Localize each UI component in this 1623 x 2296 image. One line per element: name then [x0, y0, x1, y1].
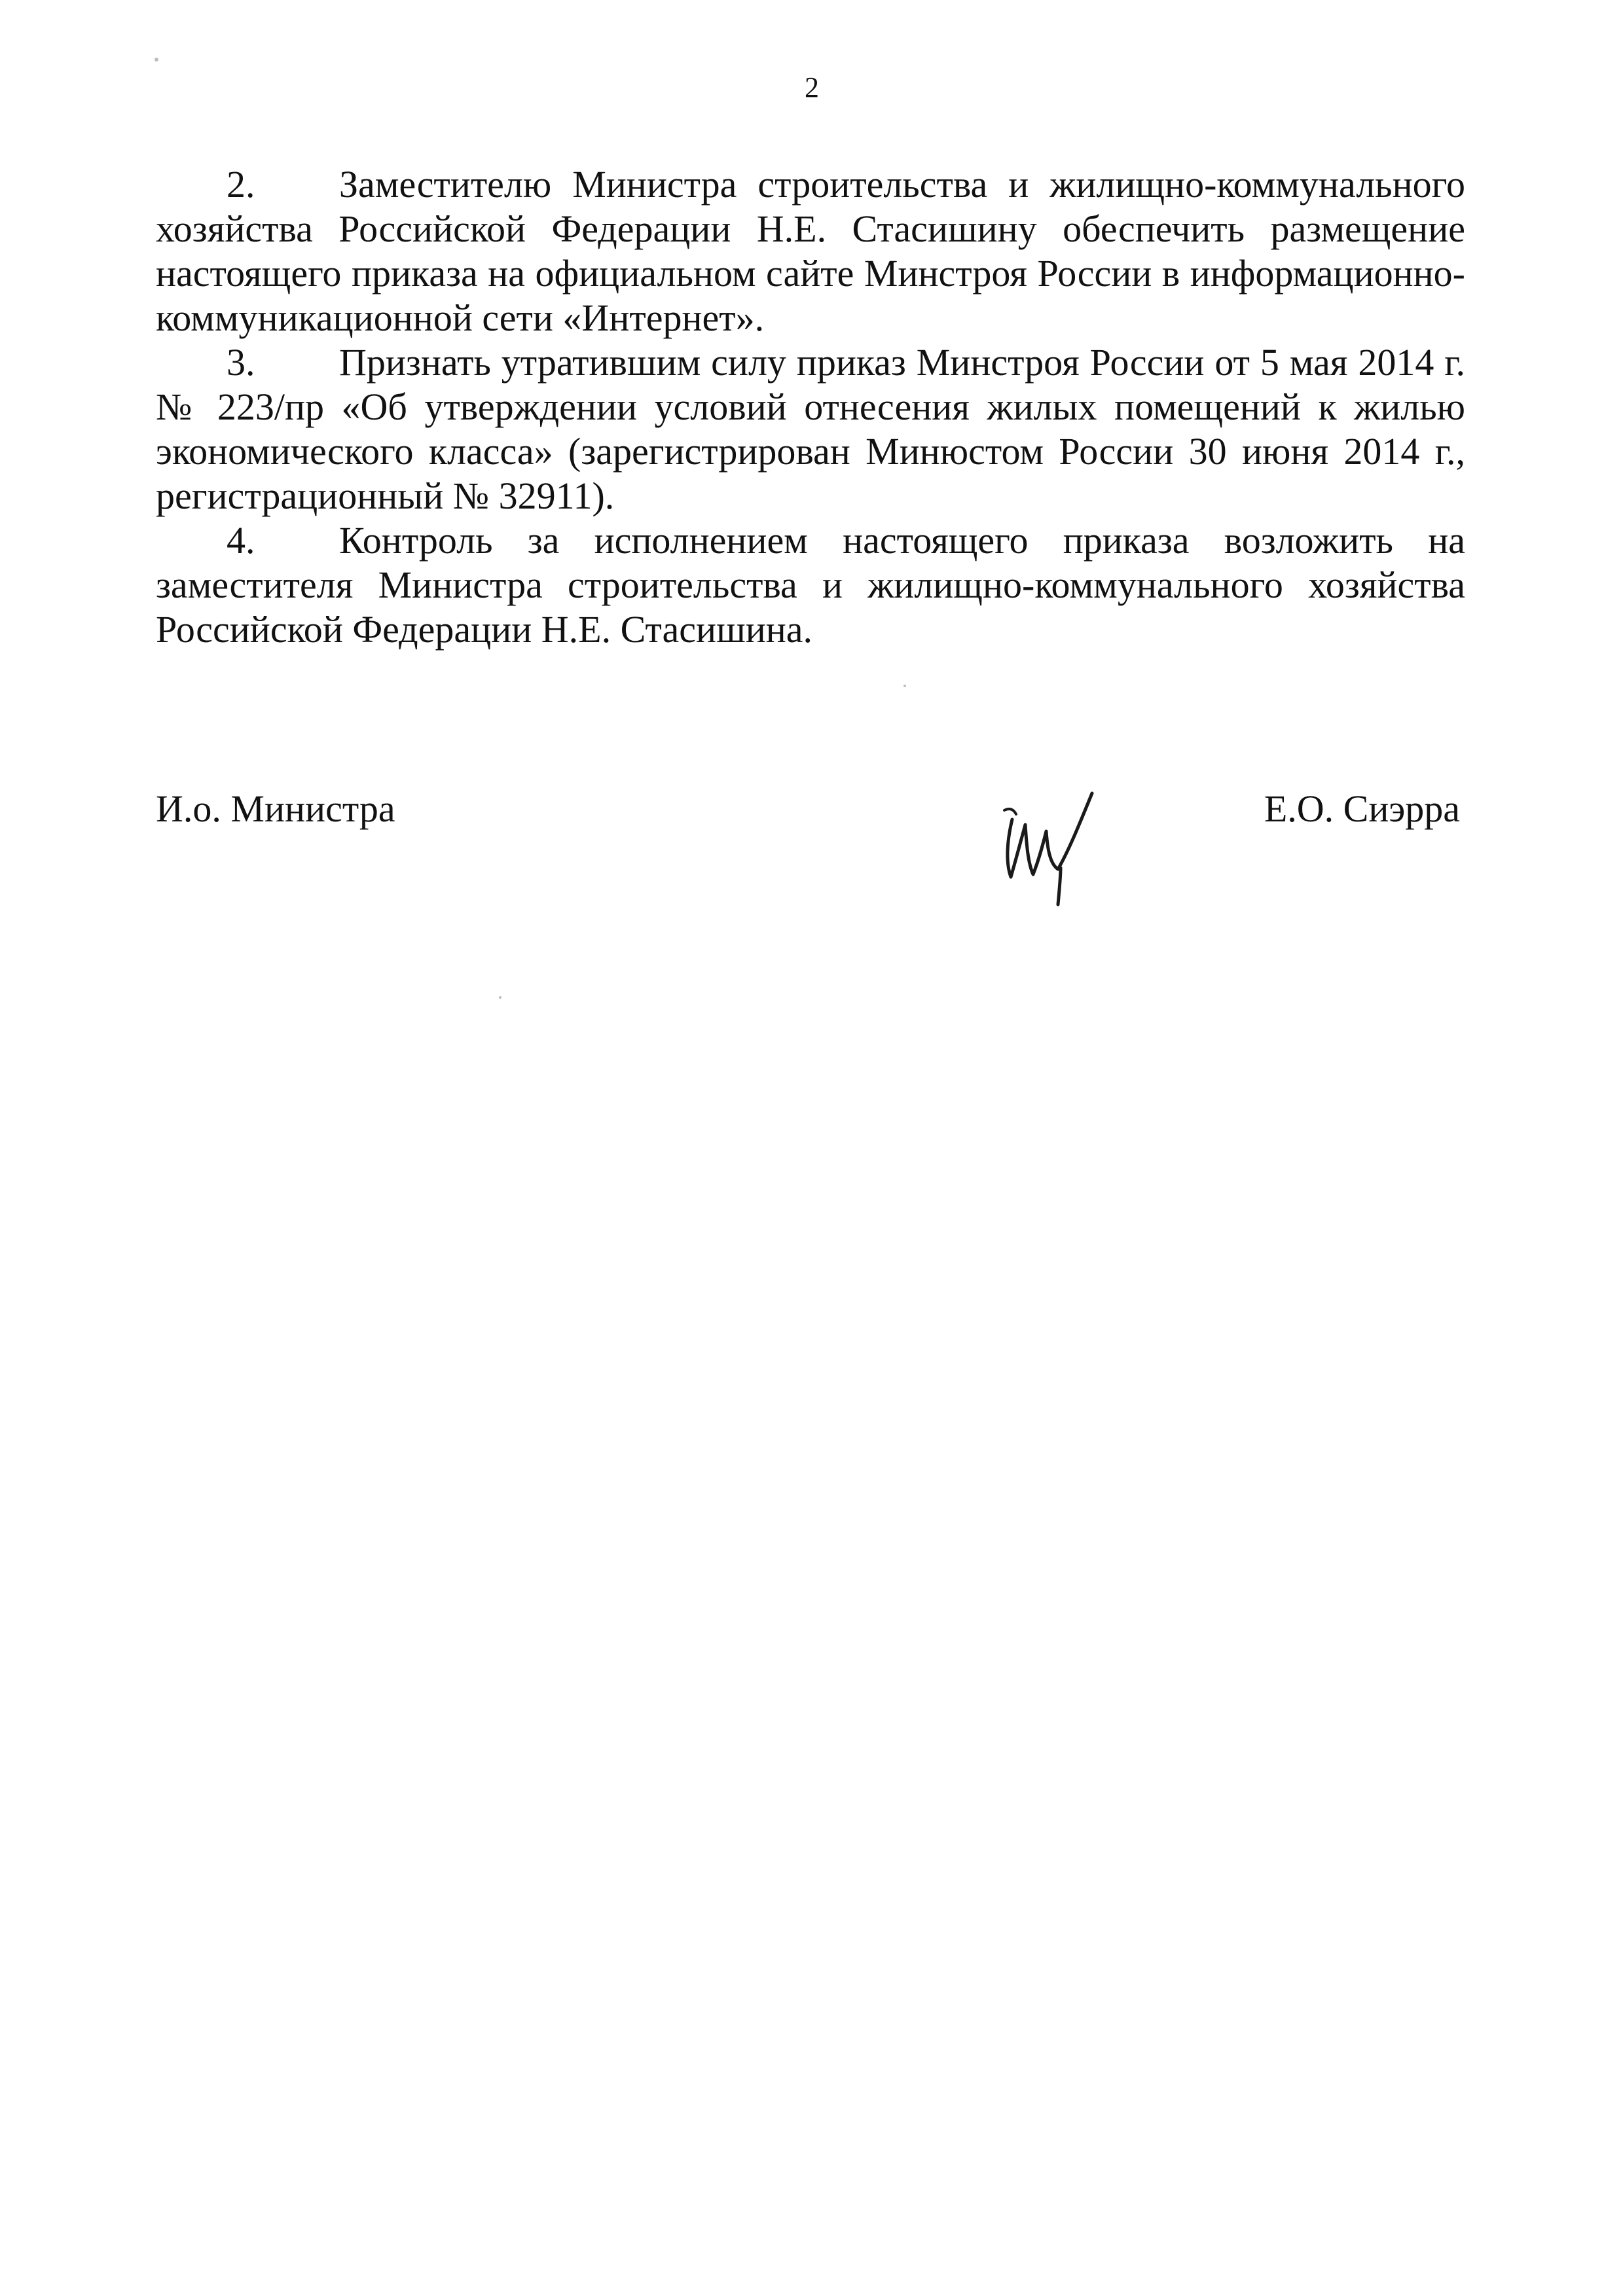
paragraph-3 — [156, 340, 1465, 518]
signatory-name: Е.О. Сиэрра — [1264, 787, 1460, 830]
document-body — [156, 162, 1465, 652]
paragraph-number: 3. — [227, 341, 255, 384]
signatory-title: И.о. Министра — [156, 787, 395, 830]
paragraph-2 — [156, 162, 1465, 340]
paragraph-number: 4. — [227, 519, 255, 562]
paragraph-text: Признать утратившим силу приказ Минстроя России от 5 мая 2014 г. № 223/пр «Об утверждении условий отнесения жилых помещений к жилью экономического класса» (зарегистрирован Минюстом России 30 июня 2014 г., регистрационный № 32911). — [156, 341, 1465, 517]
paragraph-number: 2. — [227, 163, 255, 206]
scan-speck — [155, 58, 158, 62]
handwritten-signature-icon — [987, 779, 1112, 910]
scan-speck — [499, 996, 501, 999]
scan-speck — [903, 685, 906, 687]
signature-block — [156, 779, 1465, 910]
paragraph-text: Контроль за исполнением настоящего приказа возложить на заместителя Министра строительства и жилищно-коммунального хозяйства Российской Федерации Н.Е. Стасишина. — [156, 519, 1465, 651]
paragraph-4 — [156, 518, 1465, 652]
paragraph-text: Заместителю Министра строительства и жилищно-коммунального хозяйства Российской Федерации Н.Е. Стасишину обеспечить размещение настоящего приказа на официальном сайте Минстроя России в информационно-коммуникационной сети «Интернет». — [156, 163, 1465, 339]
page-number: 2 — [805, 71, 819, 103]
